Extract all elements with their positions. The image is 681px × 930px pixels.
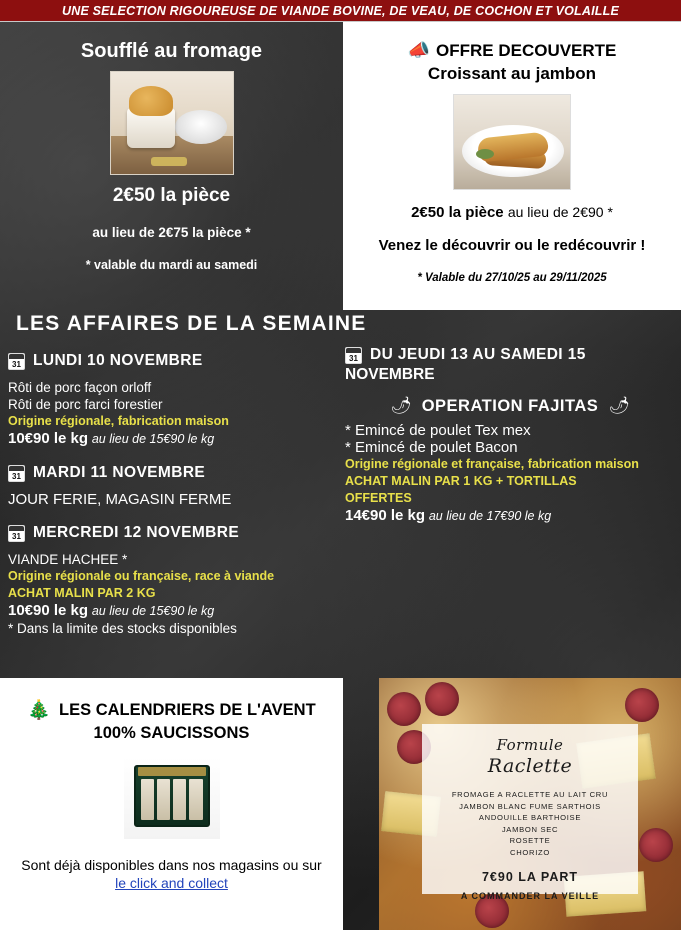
deal-price: 14€90 le kg	[345, 507, 426, 524]
promo-subtitle: Croissant au jambon	[427, 64, 597, 83]
souffle-validity: * valable du mardi au samedi	[85, 258, 258, 272]
week-deals-title: LES AFFAIRES DE LA SEMAINE	[16, 312, 367, 335]
calendar-day-number: 31	[12, 531, 21, 541]
raclette-items-list	[452, 789, 608, 858]
operation-header	[345, 396, 675, 416]
calendar-icon	[8, 465, 25, 482]
deal-old-price: au lieu de 17€90 le kg	[428, 509, 552, 523]
advent-footer-text: Sont déjà disponibles dans nos magasins ou sur	[21, 857, 322, 873]
croissant-photo	[453, 94, 571, 190]
calendar-icon	[8, 525, 25, 542]
deal-day-label: MERCREDI 12 NOVEMBRE	[33, 524, 240, 541]
deal-line: JOUR FERIE, MAGASIN FERME	[8, 491, 232, 508]
deal-origin-note: Origine régionale, fabrication maison	[8, 414, 229, 428]
banner-text: UNE SELECTION RIGOUREUSE DE VIANDE BOVINE, DE VEAU, DE COCHON ET VOLAILLE	[61, 3, 620, 18]
raclette-formule-text: Formule	[496, 736, 564, 754]
advent-sausage	[173, 779, 186, 820]
deal-line: * Emincé de poulet Tex mex	[345, 422, 531, 439]
calendar-icon	[8, 353, 25, 370]
click-and-collect-link[interactable]: le click and collect	[115, 875, 228, 891]
deal-price: 10€90 le kg	[8, 602, 89, 619]
deal-footnote: * Dans la limite des stocks disponibles	[8, 621, 237, 636]
deal-day-label: DU JEUDI 13 AU SAMEDI 15	[370, 346, 586, 363]
souffle-section	[0, 22, 343, 310]
deal-day-label: LUNDI 10 NOVEMBRE	[33, 352, 203, 369]
promo-price-line	[343, 204, 681, 221]
souffle-old-price: au lieu de 2€75 la pièce *	[92, 225, 251, 240]
deal-old-price: au lieu de 15€90 le kg	[91, 604, 215, 618]
raclette-order-note: A COMMANDER LA VEILLE	[460, 891, 600, 901]
deal-offer-note: ACHAT MALIN PAR 1 KG + TORTILLAS	[345, 474, 577, 488]
salami-slice	[387, 692, 421, 726]
deal-price: 10€90 le kg	[8, 430, 89, 447]
calendar-day-number: 31	[12, 359, 21, 369]
deal-line: * Emincé de poulet Bacon	[345, 439, 518, 456]
top-banner	[0, 0, 681, 22]
salami-slice	[425, 682, 459, 716]
deal-price-row	[345, 507, 675, 525]
advent-box-band	[138, 767, 206, 776]
megaphone-icon: 📣	[407, 40, 430, 60]
promo-validity: * Valable du 27/10/25 au 29/11/2025	[417, 272, 607, 284]
calendar-day-number: 31	[349, 353, 358, 363]
deal-price-row	[8, 430, 338, 448]
calendar-icon	[345, 347, 362, 364]
raclette-price: 7€90 LA PART	[481, 870, 579, 884]
advent-photo	[124, 757, 220, 839]
right-deals-column	[345, 344, 675, 525]
souffle-photo	[110, 71, 234, 175]
advent-title: LES CALENDRIERS DE L'AVENT	[59, 700, 316, 719]
promo-header	[343, 40, 681, 61]
raclette-photo	[379, 678, 681, 930]
promo-discover-text: Venez le découvrir ou le redécouvrir !	[378, 237, 646, 254]
deal-price-row	[8, 602, 338, 620]
deal-day-header	[8, 464, 338, 482]
deal-offer-note: ACHAT MALIN PAR 2 KG	[8, 586, 156, 600]
raclette-item: FROMAGE A RACLETTE AU LAIT CRU	[451, 790, 609, 799]
promo-price-old: au lieu de 2€90 *	[507, 204, 613, 220]
raclette-item: JAMBON SEC	[501, 824, 559, 834]
deal-day-header	[8, 524, 338, 542]
souffle-price: 2€50 la pièce	[112, 185, 231, 206]
deal-origin-note: Origine régionale et française, fabrication maison	[345, 457, 639, 471]
deal-day-header	[345, 346, 675, 364]
advent-calendar-card	[0, 678, 343, 930]
souffle-plate	[175, 110, 227, 144]
advent-subtitle: 100% SAUCISSONS	[93, 724, 250, 742]
promo-title: OFFRE DECOUVERTE	[436, 40, 617, 60]
salami-slice	[639, 828, 673, 862]
operation-title: OPERATION FAJITAS	[421, 396, 599, 415]
raclette-item: JAMBON BLANC FUME SARTHOIS	[459, 801, 601, 811]
calendar-day-number: 31	[12, 471, 21, 481]
deal-line: Rôti de porc façon orloff	[8, 380, 152, 395]
deal-line: VIANDE HACHEE *	[8, 552, 128, 567]
promo-card	[343, 22, 681, 310]
deal-line: Rôti de porc farci forestier	[8, 397, 163, 412]
advent-sausage	[157, 779, 170, 820]
souffle-crumbs	[151, 157, 187, 166]
deal-old-price: au lieu de 15€90 le kg	[91, 432, 215, 446]
salami-slice	[625, 688, 659, 722]
deal-offer-note-2: OFFERTES	[345, 491, 412, 505]
pepper-icon: 🌶	[390, 396, 412, 415]
deal-day-label: MARDI 11 NOVEMBRE	[33, 464, 206, 481]
raclette-item: ROSETTE	[509, 836, 551, 845]
deal-origin-note: Origine régionale ou française, race à viande	[8, 569, 275, 583]
raclette-item: CHORIZO	[510, 847, 550, 857]
raclette-item: ANDOUILLE BARTHOISE	[478, 813, 582, 822]
deal-day-label-second-line: NOVEMBRE	[345, 366, 435, 383]
left-deals-column	[8, 350, 338, 637]
advent-sausage	[141, 779, 154, 820]
christmas-bauble-icon: 🎄	[27, 700, 52, 721]
promo-price: 2€50 la pièce	[411, 204, 504, 221]
raclette-label	[422, 724, 638, 901]
pepper-icon: 🌶	[608, 396, 630, 415]
souffle-top	[129, 86, 173, 116]
deal-day-header	[8, 352, 338, 370]
souffle-title: Soufflé au fromage	[80, 40, 263, 62]
raclette-name-text: Raclette	[487, 755, 573, 777]
advent-header	[0, 698, 343, 722]
advent-sausage	[189, 779, 202, 820]
croissant-garnish	[476, 149, 494, 159]
